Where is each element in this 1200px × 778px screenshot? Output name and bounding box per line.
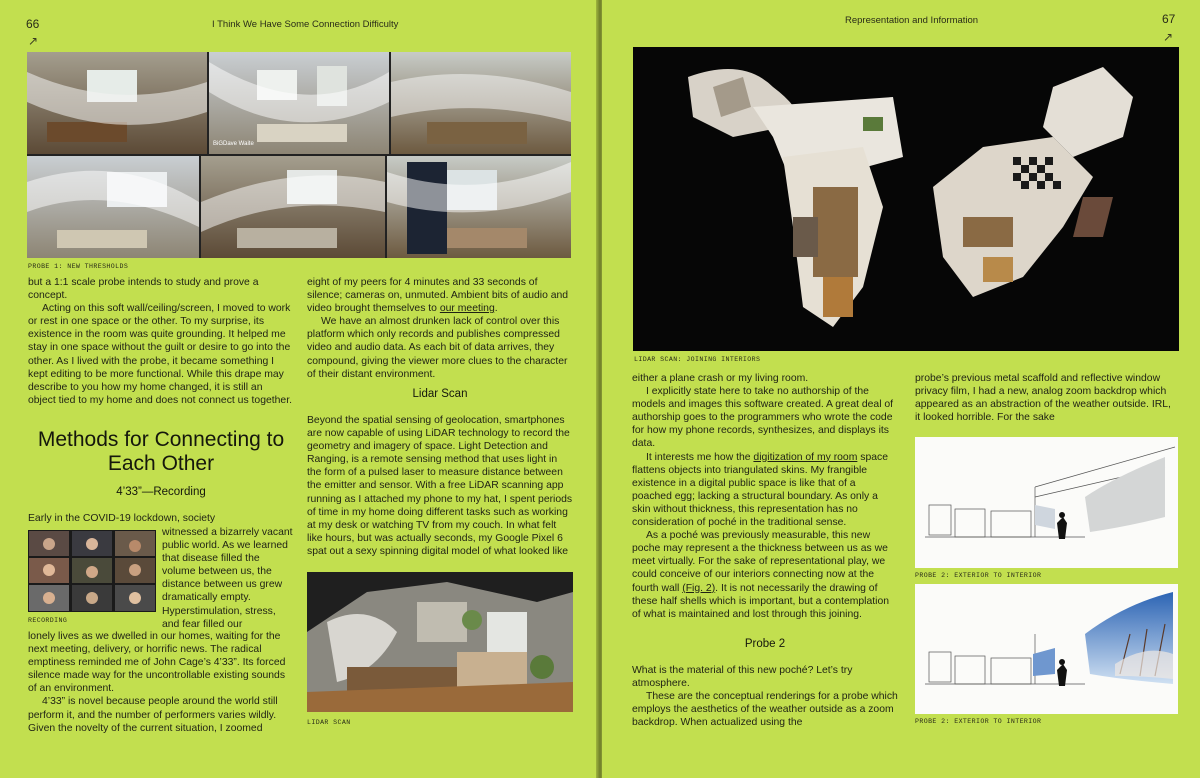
paragraph: Acting on this soft wall/ceiling/screen, I moved to work or rest in one space or the other. To my surprise, its existence in the room was quite grounding. It helped me stay in one space without the guilt or desire to go into the other. As I lived with the probe, it became something I kept editing to be more functional. While this drape may describe to you how my home changed, it is still an object tied to my home and does not connect us together. <box>28 303 292 406</box>
digitization-link[interactable]: digitization of my room <box>753 451 858 463</box>
lidar-joining-image <box>633 47 1179 351</box>
caption-probe1: PROBE 1: NEW THRESHOLDS <box>28 263 129 270</box>
heading-probe2: Probe 2 <box>744 638 786 650</box>
right-col2-text: probe’s previous metal scaffold and reflective window privacy film, I had a new, analog zoom backdrop which appeared as an abstraction of the weather outside. IRL, it looked horrible. For the sake <box>915 373 1171 424</box>
lidar-scan-image <box>307 572 573 712</box>
probe1-photo-grid-image <box>27 52 571 258</box>
right-col1 <box>632 372 898 621</box>
right-col1-probe2 <box>632 664 898 729</box>
right-page-number: 67 <box>1162 12 1176 26</box>
text-span: It interests me how the <box>646 451 754 463</box>
paragraph: We have an almost drunken lack of control over this platform which only records and publishes compressed video and audio data. As each bit of data arrives, they compound, giving the viewer more clues to the character of their distant environment. <box>307 316 568 380</box>
lidar-scan-render <box>307 572 573 712</box>
heading-lidar: Lidar Scan <box>412 388 468 400</box>
paragraph: What is the material of this new poché? Let’s try atmosphere. <box>632 665 853 690</box>
heading-433: 4’33”—Recording <box>116 486 206 498</box>
paragraph <box>307 276 573 315</box>
fig2-link[interactable]: (Fig. 2) <box>682 582 716 594</box>
left-col1-bottom <box>28 630 294 735</box>
paragraph <box>632 529 898 621</box>
left-col1-top <box>28 276 293 407</box>
paragraph: either a plane crash or my living room. <box>632 373 809 384</box>
lidar-text: Beyond the spatial sensing of geolocation, smartphones are now capable of using LiDAR technology to record the geometry and imagery of space. Light Detection and Ranging, is a remote sensing method that uses light in the form of a pulsed laser to measure distance between the emitter and sensor. With a free LiDAR scanning app running as I attached my phone to my hat, I spent periods of time in my home doing different tasks such as working at my desk or watching TV from my couch. In what felt like hours, but was actually seconds, my Google Pixel 6 spat out a sexy spinning digital model of what looked like <box>307 415 573 557</box>
left-page-number: 66 <box>26 17 40 31</box>
text-span: . It is not necessarily the drawing of these half shells which is important, but a contemplation of what is maintained and lost through this joining. <box>632 582 890 620</box>
caption-ext2: PROBE 2: EXTERIOR TO INTERIOR <box>915 718 1042 725</box>
recording-zoom-grid-image <box>28 530 156 612</box>
our-meeting-link[interactable]: our meeting <box>439 303 495 315</box>
paragraph: but a 1:1 scale probe intends to study and prove a concept. <box>28 277 259 302</box>
right-corner-mark: ↗ <box>1163 30 1174 44</box>
lidar-joining-render <box>633 47 1179 351</box>
probe1-photo-grid <box>27 52 571 258</box>
paragraph: 4’33” is novel because people around the world still perform it, and the number of performers varies wildly. Given the novelty of the current situation, I zoomed <box>28 696 278 734</box>
text-span: space flattens objects into triangulated skins. My frangible existence in a digital public space is like that of a poached egg; lacking a structural boundary. As only a skin without thickness, this representation has no consideration of poché in the traditional sense. <box>632 451 888 529</box>
recording-wrap-text: witnessed a bizarrely vacant public world. As we learned that disease filled the volume between us, the distance between us grew dramatically empty. Hyperstimulation, stress, and fear filled our <box>162 527 293 630</box>
probe2-drawing-2-render <box>915 584 1178 714</box>
probe2-drawing-2 <box>915 584 1178 714</box>
right-page <box>602 0 1200 778</box>
caption-lidar: LIDAR SCAN <box>307 719 351 726</box>
left-page <box>0 0 598 778</box>
text-span: . <box>494 303 498 315</box>
right-running-header: Representation and Information <box>845 15 979 26</box>
left-corner-mark: ↗ <box>28 34 39 48</box>
probe2-drawing-1 <box>915 437 1178 568</box>
heading-methods: Methods for Connecting to Each Other <box>37 428 285 475</box>
paragraph <box>632 451 898 530</box>
text-span: eight of my peers for 4 minutes and 33 seconds of silence; cameras on, unmuted. Ambient bits of audio and video brought themselves to <box>307 277 569 315</box>
text-span: As a poché was previously measurable, this new poche may represent a the thickness between us as we meet virtually. For the sake of representational play, we could conceive of our interiors connecting now at the fourth wall <box>632 530 888 594</box>
caption-recording: RECORDING <box>28 617 68 624</box>
caption-ext1: PROBE 2: EXTERIOR TO INTERIOR <box>915 572 1042 579</box>
paragraph: lonely lives as we dwelled in our homes, waiting for the next meeting, delivery, or horrific news. The radical emptiness reminded me of John Cage’s 4’33”. Its forced silence made way for the uncontrollable existing sounds of an environment. <box>28 631 286 695</box>
left-col2-top <box>307 276 573 381</box>
probe2-drawing-1-render <box>915 437 1178 568</box>
photo-grid-label: BiGDave Waite <box>213 141 254 147</box>
recording-intro: Early in the COVID-19 lockdown, society <box>28 513 216 524</box>
recording-zoom-grid <box>28 530 156 612</box>
paragraph: These are the conceptual renderings for a probe which employs the aesthetics of the weather outside as a zoom backdrop. When actualized using the <box>632 691 898 729</box>
left-running-header: I Think We Have Some Connection Difficulty <box>212 19 399 30</box>
caption-joining: LIDAR SCAN: JOINING INTERIORS <box>634 356 761 363</box>
paragraph: I explicitly state here to take no authorship of the models and images this software created. A great deal of authorship goes to the programmers who wrote the code for how my phone records, synthesizes, and displays its data. <box>632 386 894 450</box>
